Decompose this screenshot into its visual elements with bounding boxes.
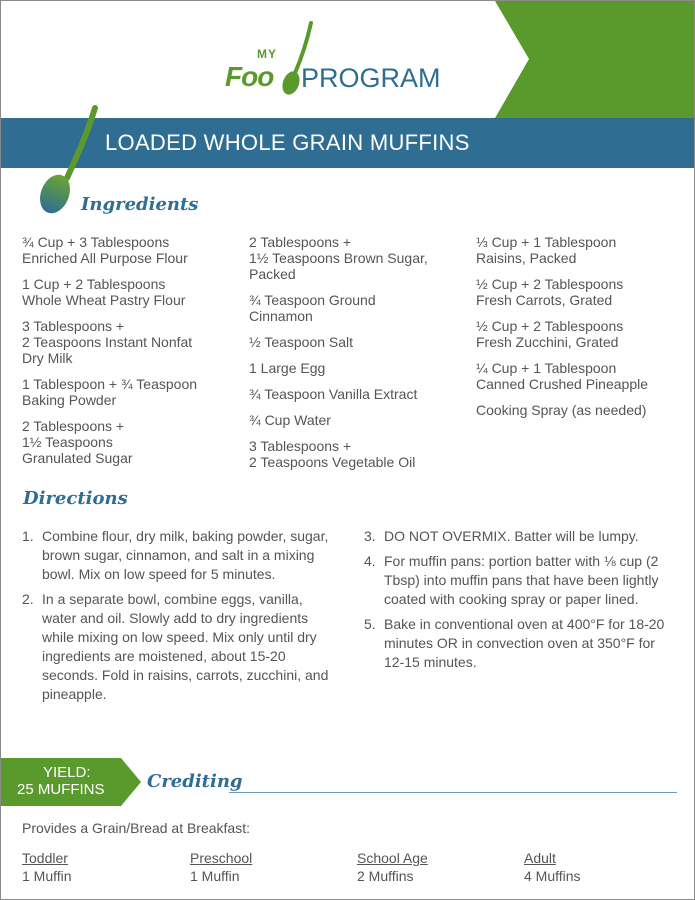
credit-value: 1 Muffin	[22, 868, 72, 884]
ingredient-item: ¾ Cup + 3 Tablespoons Enriched All Purpose Flour	[22, 234, 188, 266]
yield-label: YIELD:	[43, 764, 91, 781]
ingredient-item: 3 Tablespoons + 2 Teaspoons Vegetable Oil	[249, 438, 416, 470]
step-text: DO NOT OVERMIX. Batter will be lumpy.	[384, 528, 639, 544]
category-breakfast: breakfast	[94, 33, 200, 58]
ingredient-item: 1 Tablespoon + ¾ Teaspoon Baking Powder	[22, 376, 198, 408]
ingredient-item: ½ Cup + 2 Tablespoons Fresh Carrots, Grated	[476, 276, 624, 308]
step-number: 4.	[364, 553, 376, 569]
credit-preschool	[190, 849, 252, 885]
ingredient-item: ¾ Teaspoon Vanilla Extract	[249, 386, 418, 402]
ingredient-item: 1 Large Egg	[249, 360, 326, 376]
crediting-divider	[229, 792, 677, 793]
ingredients-heading: Ingredients	[81, 194, 199, 215]
credit-school-age	[357, 849, 428, 885]
logo-foo-text: Foo	[225, 61, 274, 92]
credit-label: Adult	[524, 850, 556, 866]
recipe-title: LOADED WHOLE GRAIN MUFFINS	[105, 130, 470, 155]
credit-value: 1 Muffin	[190, 868, 240, 884]
category-banner	[495, 1, 695, 118]
logo-program-text: PROGRAM	[301, 63, 441, 93]
ingredient-item: Cooking Spray (as needed)	[476, 402, 647, 418]
step-text: In a separate bowl, combine eggs, vanilla, water and oil. Slowly add to dry ingredients while mixing on low speed. Mix only until dry ingredients are moistened, about 15-20 seconds. Fold in raisins, carrots, zucchini, and pineapple.	[42, 591, 329, 702]
directions-column-2	[364, 527, 676, 678]
ingredient-item: 2 Tablespoons + 1½ Teaspoons Granulated Sugar	[22, 418, 133, 466]
ingredient-item: ¾ Cup Water	[249, 412, 331, 428]
credit-adult	[524, 849, 581, 885]
ingredient-item: ⅓ Cup + 1 Tablespoon Raisins, Packed	[476, 234, 617, 266]
credit-toddler	[22, 849, 72, 885]
ingredients-column-2	[249, 234, 464, 480]
step-number: 1.	[22, 528, 34, 544]
ingredient-item: ¼ Cup + 1 Tablespoon Canned Crushed Pineapple	[476, 360, 649, 392]
step-text: For muffin pans: portion batter with ⅛ cup (2 Tbsp) into muffin pans that have been lightly coated with cooking spray or paper lined.	[384, 553, 659, 607]
logo-my-text: MY	[257, 47, 277, 61]
direction-step	[364, 615, 676, 672]
ingredient-item: ¾ Teaspoon Ground Cinnamon	[249, 292, 376, 324]
step-text: Combine flour, dry milk, baking powder, sugar, brown sugar, cinnamon, and salt in a mixing bowl. Mix on low speed for 5 minutes.	[42, 528, 329, 582]
ingredient-item: ½ Teaspoon Salt	[249, 334, 354, 350]
direction-step	[364, 552, 676, 609]
ingredient-item: 1 Cup + 2 Tablespoons Whole Wheat Pastry Flour	[22, 276, 186, 308]
crediting-heading: Crediting	[147, 771, 243, 792]
credit-value: 2 Muffins	[357, 868, 414, 884]
credit-label: Toddler	[22, 850, 68, 866]
ingredients-column-1	[22, 234, 237, 476]
credit-value: 4 Muffins	[524, 868, 581, 884]
directions-column-1	[22, 527, 337, 710]
direction-step	[22, 527, 337, 584]
yield-value: 25 MUFFINS	[17, 781, 105, 798]
ingredient-item: 3 Tablespoons + 2 Teaspoons Instant Nonfat Dry Milk	[22, 318, 193, 366]
ingredient-item: ½ Cup + 2 Tablespoons Fresh Zucchini, Grated	[476, 318, 624, 350]
my-food-program-logo	[225, 21, 485, 101]
provides-text: Provides a Grain/Bread at Breakfast:	[22, 820, 250, 836]
ingredients-column-3	[476, 234, 686, 428]
credit-label: Preschool	[190, 850, 253, 866]
credit-label: School Age	[357, 850, 428, 866]
ingredient-item: 2 Tablespoons + 1½ Teaspoons Brown Sugar, Packed	[249, 234, 428, 282]
step-number: 3.	[364, 528, 376, 544]
category-recipes: RECIPES	[75, 59, 184, 86]
step-number: 2.	[22, 591, 34, 607]
direction-step	[364, 527, 676, 546]
directions-heading: Directions	[23, 488, 128, 509]
step-text: Bake in conventional oven at 400°F for 18-20 minutes OR in convection oven at 350°F for 12-15 minutes.	[384, 616, 665, 670]
direction-step	[22, 590, 337, 704]
step-number: 5.	[364, 616, 376, 632]
